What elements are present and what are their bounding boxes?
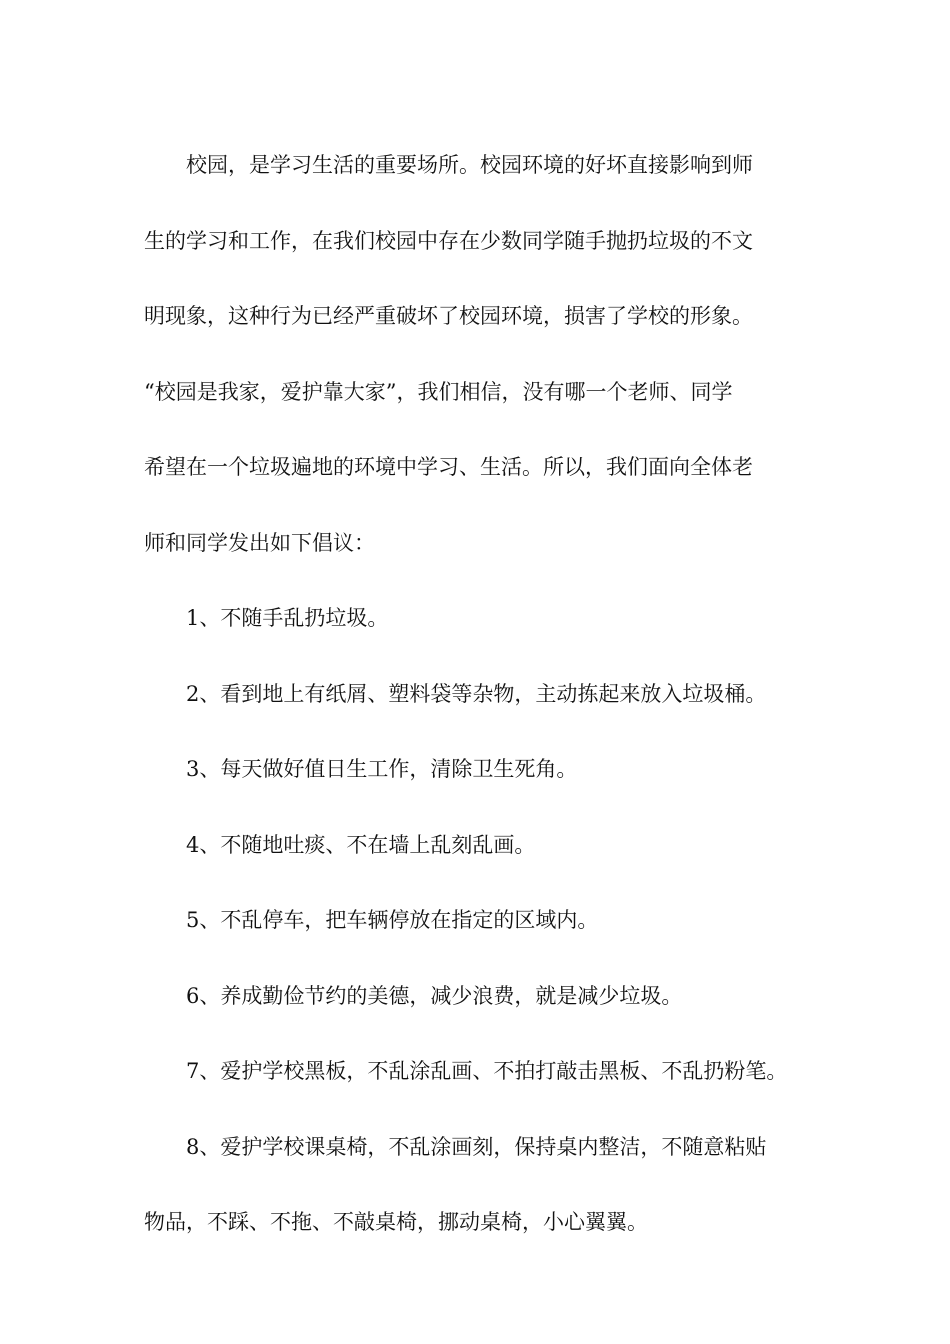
proposal-line: 7、爱护学校黑板，不乱涂乱画、不拍打敲击黑板、不乱扔粉笔。 xyxy=(186,1059,788,1083)
intro-line: 明现象，这种行为已经严重破坏了校园环境，损害了学校的形象。 xyxy=(144,304,753,328)
document-body xyxy=(144,128,824,1261)
intro-line: 校园，是学习生活的重要场所。校园环境的好坏直接影响到师 xyxy=(186,153,753,177)
intro-paragraph xyxy=(144,128,824,581)
proposal-line: 物品，不踩、不拖、不敲桌椅，挪动桌椅，小心翼翼。 xyxy=(144,1210,648,1234)
proposal-item-6 xyxy=(144,959,824,1035)
proposal-item-7 xyxy=(144,1034,824,1110)
intro-line: 师和同学发出如下倡议： xyxy=(144,530,375,555)
proposal-line: 8、爱护学校课桌椅，不乱涂画刻，保持桌内整洁，不随意粘贴 xyxy=(186,1134,767,1159)
proposal-line: 2、看到地上有纸屑、塑料袋等杂物，主动拣起来放入垃圾桶。 xyxy=(186,681,767,706)
intro-line: 生的学习和工作，在我们校园中存在少数同学随手抛扔垃圾的不文 xyxy=(144,228,753,253)
proposal-item-8 xyxy=(144,1110,824,1261)
proposal-line: 4、不随地吐痰、不在墙上乱刻乱画。 xyxy=(186,832,536,857)
proposal-item-2 xyxy=(144,657,824,733)
proposal-item-4 xyxy=(144,808,824,884)
proposal-line: 1、不随手乱扔垃圾。 xyxy=(186,606,389,630)
intro-line: 希望在一个垃圾遍地的环境中学习、生活。所以，我们面向全体老 xyxy=(144,455,753,479)
proposal-line: 6、养成勤俭节约的美德，减少浪费，就是减少垃圾。 xyxy=(186,983,683,1008)
proposal-item-5 xyxy=(144,883,824,959)
proposal-item-3 xyxy=(144,732,824,808)
intro-line: “校园是我家，爱护靠大家”，我们相信，没有哪一个老师、同学 xyxy=(144,379,733,404)
proposal-line: 3、每天做好值日生工作，清除卫生死角。 xyxy=(186,757,578,781)
proposal-item-1 xyxy=(144,581,824,657)
proposal-line: 5、不乱停车，把车辆停放在指定的区域内。 xyxy=(186,908,599,932)
